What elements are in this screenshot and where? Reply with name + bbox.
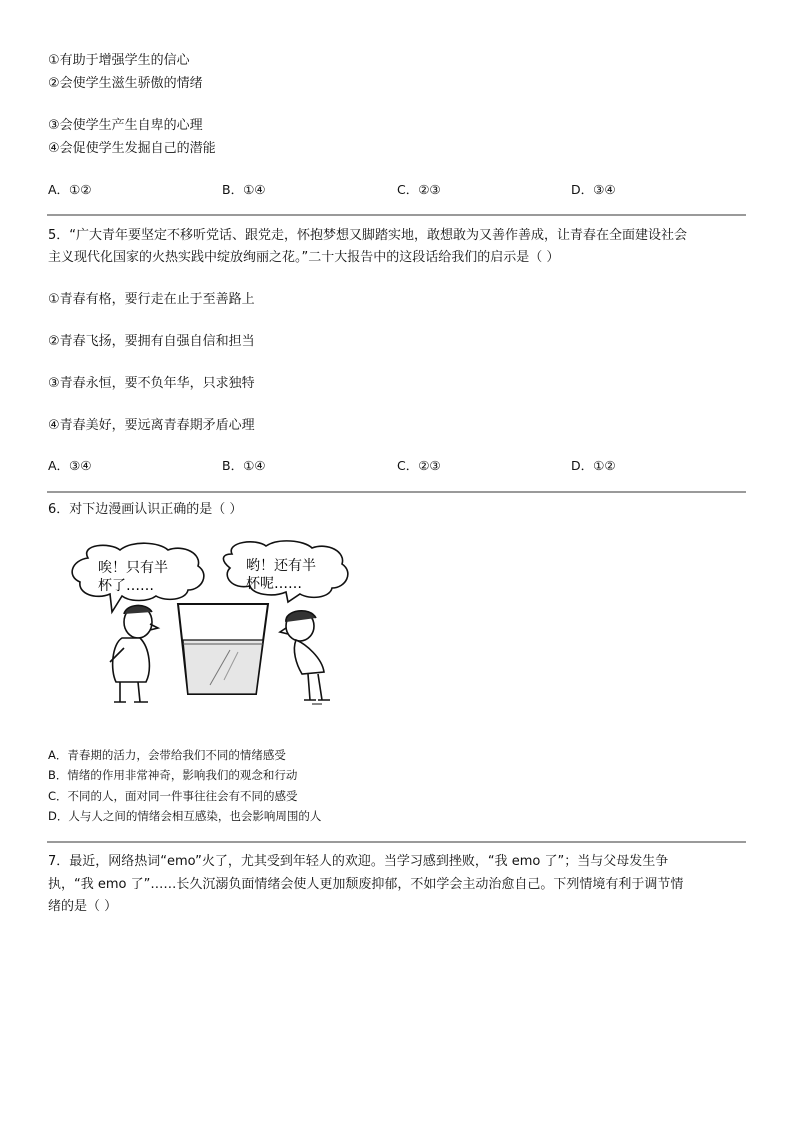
q4-item-3: ③会使学生产生自卑的心理 [48,118,203,133]
q5-stem-line-1: 5．“广大青年要坚定不移听党话、跟党走，怀抱梦想又脚踏实地，敢想敢为又善作善成，让青春在全面建设社会 [48,228,688,243]
q7-stem-line-3: 绪的是（ ） [48,899,118,914]
q4-option-d[interactable]: D．③④ [571,182,616,197]
q5-item-3: ③青春永恒，要不负年华，只求独特 [48,376,255,391]
q4-item-1: ①有助于增强学生的信心 [48,53,190,68]
left-bubble-line-2: 杯了…… [98,578,154,594]
pessimist-figure [110,605,158,702]
q5-option-a[interactable]: A．③④ [48,458,92,473]
optimist-figure [280,611,330,700]
q5-item-2: ②青春飞扬，要拥有自强自信和担当 [48,334,255,349]
q7-stem-line-1: 7．最近，网络热词“emo”火了，尤其受到年轻人的欢迎。当学习感到挫败，“我 emo 了”；当与父母发生争 [48,854,669,869]
divider [47,491,746,493]
q5-option-d[interactable]: D．①② [571,458,616,473]
q5-option-b[interactable]: B．①④ [222,458,266,473]
divider [47,841,746,843]
q5-item-4: ④青春美好，要远离青春期矛盾心理 [48,418,255,433]
q6-option-b[interactable]: B．情绪的作用非常神奇，影响我们的观念和行动 [48,768,298,782]
q6-option-c[interactable]: C．不同的人，面对同一件事往往会有不同的感受 [48,789,298,803]
q5-option-c[interactable]: C．②③ [397,458,441,473]
q6-option-a[interactable]: A．青春期的活力，会带给我们不同的情绪感受 [48,748,286,762]
q4-item-4: ④会促使学生发掘自己的潜能 [48,141,216,156]
right-bubble-line-1: 哟！还有半 [246,558,316,574]
divider [47,214,746,216]
glass [178,604,268,694]
left-speech-bubble [72,543,204,612]
q6-stem: 6．对下边漫画认识正确的是（ ） [48,502,243,517]
q4-option-a[interactable]: A．①② [48,182,92,197]
q4-option-b[interactable]: B．①④ [222,182,266,197]
right-speech-bubble [223,541,347,602]
q5-item-1: ①青春有格，要行走在止于至善路上 [48,292,255,307]
right-bubble-line-2: 杯呢…… [246,576,302,592]
q4-option-c[interactable]: C．②③ [397,182,441,197]
q7-stem-line-2: 执，“我 emo 了”……长久沉溺负面情绪会使人更加颓废抑郁，不如学会主动治愈自己。下列情境有利于调节情 [48,877,684,892]
q4-item-2: ②会使学生滋生骄傲的情绪 [48,76,203,91]
q6-option-d[interactable]: D．人与人之间的情绪会相互感染，也会影响周围的人 [48,809,322,823]
half-glass-cartoon [60,540,370,710]
q5-stem-line-2: 主义现代化国家的火热实践中绽放绚丽之花。”二十大报告中的这段话给我们的启示是（ ） [48,250,560,265]
left-bubble-line-1: 唉！只有半 [98,560,168,576]
